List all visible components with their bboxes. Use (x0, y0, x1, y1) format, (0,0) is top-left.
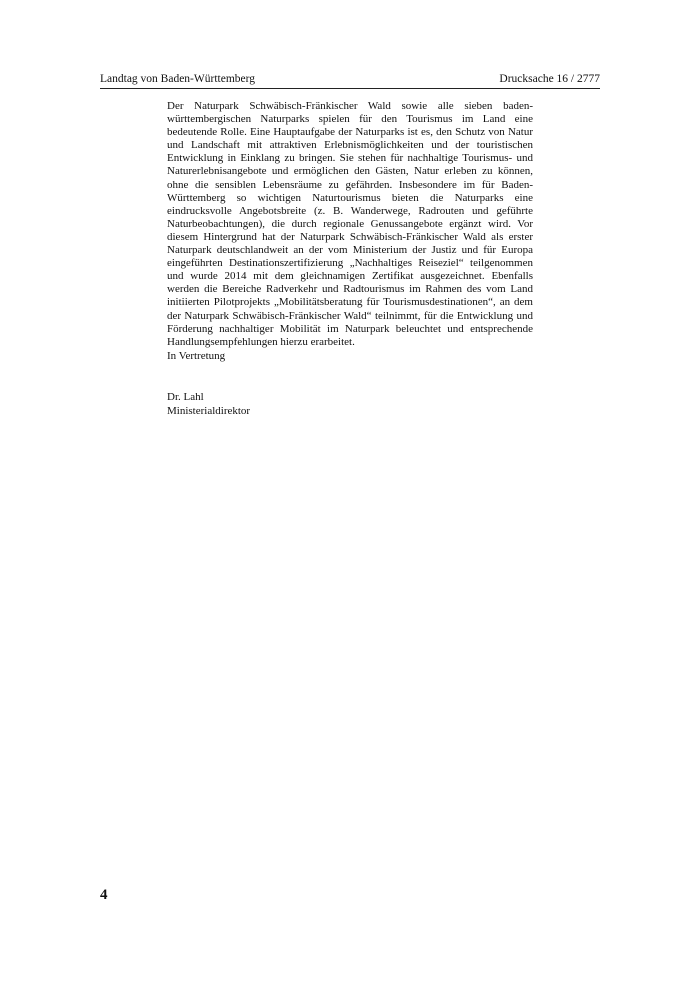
page-header (100, 70, 600, 89)
page-number: 4 (100, 887, 108, 903)
signature-in-vertretung: In Vertretung (167, 350, 226, 362)
body-paragraph: Der Naturpark Schwäbisch-Fränkischer Wald sowie alle sieben baden-württembergischen Naturparks spielen für den Tourismus im Land eine bedeutende Rolle. Eine Hauptaufgabe der Naturparks ist es, den Schutz von Natur und Landschaft mit attraktiven Erlebnismöglichkeiten und der touristischen Entwicklung in Einklang zu bringen. Sie stehen für nachhaltige Tourismus- und Naturerlebnisangebote und ermöglichen den Gästen, Natur erleben zu können, ohne die sensiblen Lebensräume zu gefährden. Insbesondere im für Baden-Württemberg so wichtigen Naturtourismus bieten die Naturparks eine eindrucksvolle Angebotsbreite (z. B. Wanderwege, Radrouten und geführte Naturbeobachtungen), die durch regionale Genussangebote ergänzt wird. Vor diesem Hintergrund hat der Naturpark Schwäbisch-Fränkischer Wald als erster Naturpark deutschlandweit an der vom Ministerium der Justiz und für Europa eingeführten Destinationszertifizierung „Nachhaltiges Reiseziel“ teilgenommen und wurde 2014 mit dem gleichnamigen Zertifikat ausgezeichnet. Ebenfalls werden die Bereiche Radverkehr und Radtourismus im Rahmen des vom Land initiierten Pilotprojekts „Mobilitätsberatung für Tourismusdestinationen“, an dem der Naturpark Schwäbisch-Fränkischer Wald“ teilnimmt, für die Entwicklung und Förderung nachhaltiger Mobilität im Naturpark beleuchtet und entsprechende Handlungsempfehlungen hierzu erarbeitet. (167, 100, 533, 348)
signature-name: Dr. Lahl (167, 391, 204, 403)
header-parliament-name: Landtag von Baden-Württemberg (100, 73, 255, 85)
signature-title: Ministerialdirektor (167, 405, 251, 417)
header-document-number: Drucksache 16 / 2777 (499, 73, 600, 85)
